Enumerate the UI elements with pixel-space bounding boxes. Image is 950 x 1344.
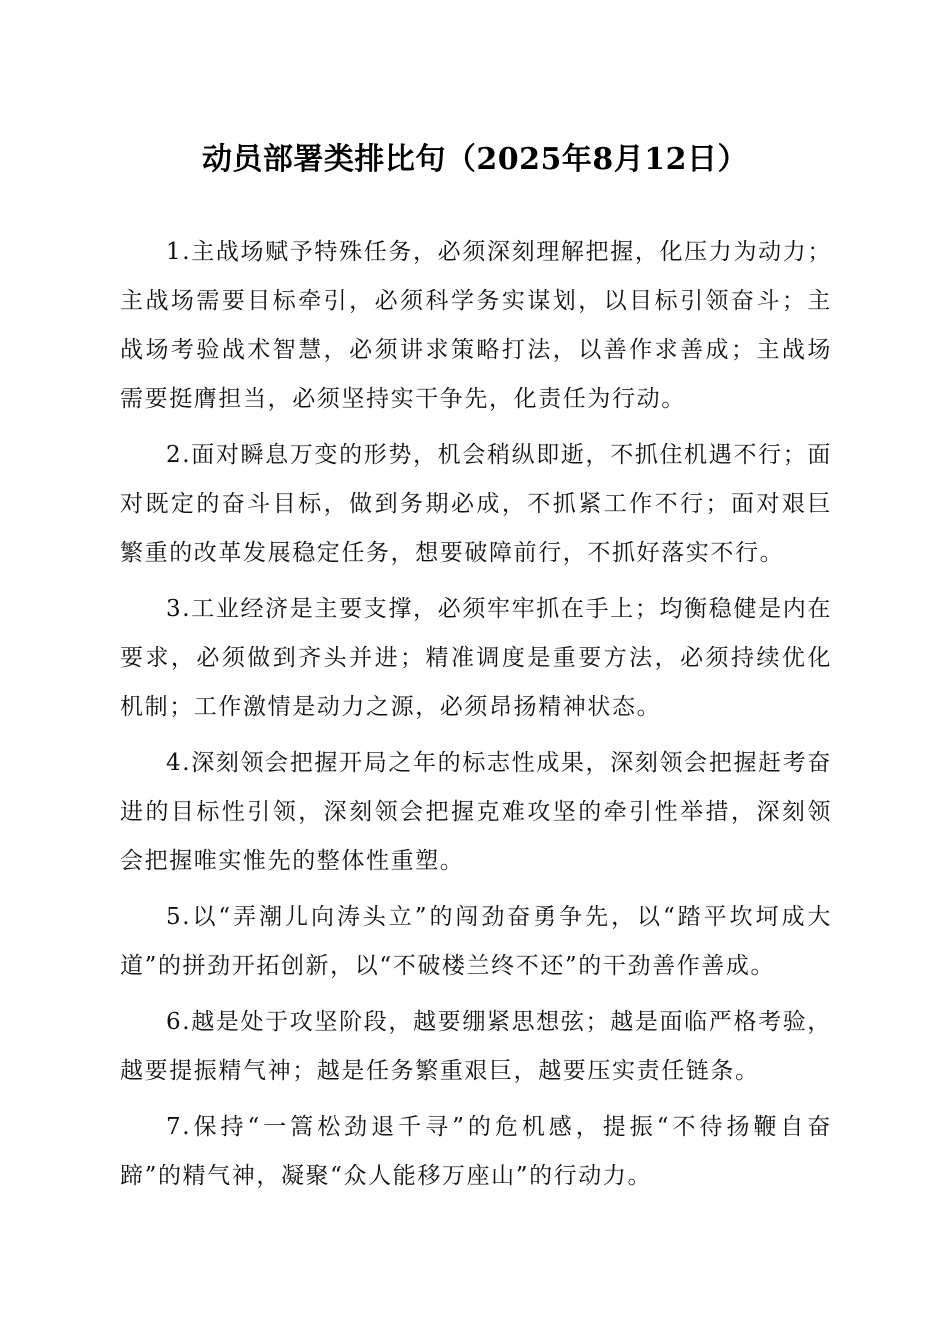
paragraph-2: 2.面对瞬息万变的形势，机会稍纵即逝，不抓住机遇不行；面对既定的奋斗目标，做到务期必成，不抓紧工作不行；面对艰巨繁重的改革发展稳定任务，想要破障前行，不抓好落实不行。 (120, 442, 832, 566)
document-title: 动员部署类排比句（2025年8月12日） (201, 142, 749, 177)
paragraph-4: 4.深刻领会把握开局之年的标志性成果，深刻领会把握赶考奋进的目标性引领，深刻领会把握克难攻坚的牵引性举措，深刻领会把握唯实惟先的整体性重塑。 (120, 750, 832, 874)
document-body (120, 228, 832, 1208)
paragraph-1: 1.主战场赋予特殊任务，必须深刻理解把握，化压力为动力；主战场需要目标牵引，必须科学务实谋划，以目标引领奋斗；主战场考验战术智慧，必须讲求策略打法，以善作求善成；主战场需要挺膺担当，必须坚持实干争先，化责任为行动。 (120, 239, 832, 412)
paragraph-7: 7.保持“一篙松劲退千寻”的危机感，提振“不待扬鞭自奋蹄”的精气神，凝聚“众人能移万座山”的行动力。 (120, 1114, 832, 1189)
paragraph-5: 5.以“弄潮儿向涛头立”的闯劲奋勇争先，以“踏平坎坷成大道”的拼劲开拓创新，以“不破楼兰终不还”的干劲善作善成。 (120, 904, 832, 979)
paragraph-3: 3.工业经济是主要支撑，必须牢牢抓在手上；均衡稳健是内在要求，必须做到齐头并进；精准调度是重要方法，必须持续优化机制；工作激情是动力之源，必须昂扬精神状态。 (120, 596, 832, 720)
paragraph-6: 6.越是处于攻坚阶段，越要绷紧思想弦；越是面临严格考验，越要提振精气神；越是任务繁重艰巨，越要压实责任链条。 (120, 1009, 832, 1084)
